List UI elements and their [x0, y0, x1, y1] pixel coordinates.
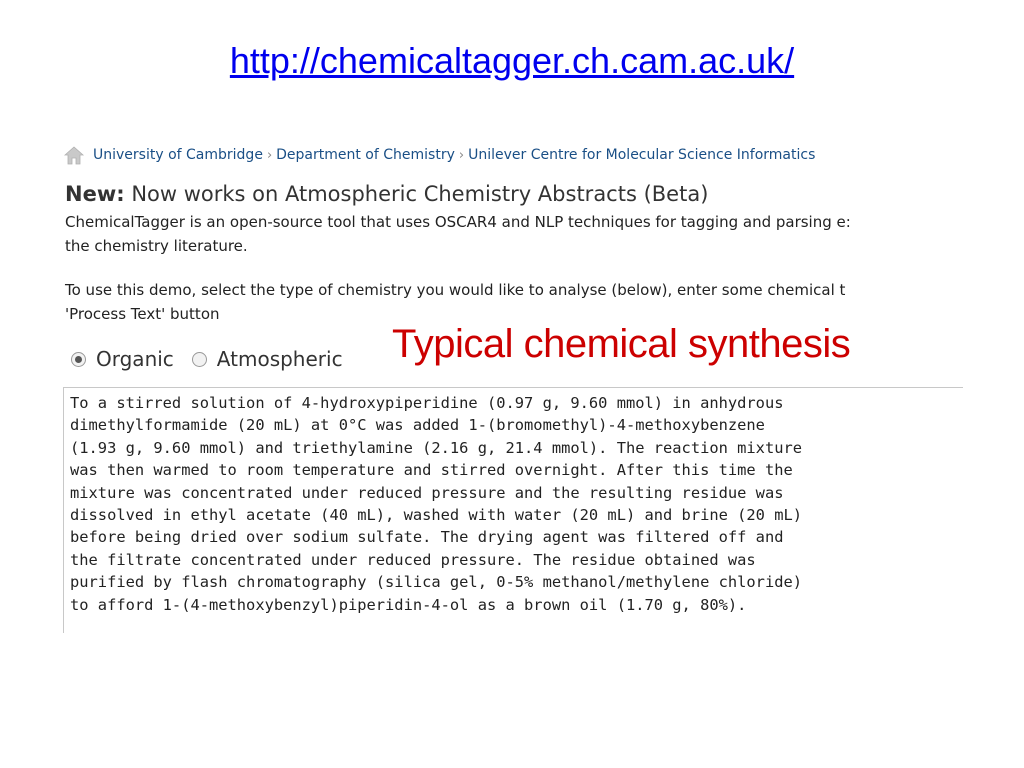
breadcrumb-item-unilever-centre[interactable]: Unilever Centre for Molecular Science Informatics: [468, 147, 816, 163]
slide-url-link[interactable]: http://chemicaltagger.ch.cam.ac.uk/: [229, 40, 795, 81]
intro-line-2: the chemistry literature.: [65, 237, 248, 255]
intro-line-1: ChemicalTagger is an open-source tool that uses OSCAR4 and NLP techniques for tagging and parsing e:: [65, 213, 851, 231]
breadcrumb-item-university[interactable]: University of Cambridge: [93, 147, 263, 163]
chemistry-type-selector: [71, 342, 361, 376]
intro-paragraph: [65, 210, 851, 258]
chevron-right-icon: ›: [266, 147, 273, 163]
page-headline: [65, 182, 708, 206]
slide-overlay-title: Typical chemical synthesis: [392, 322, 851, 366]
radio-atmospheric[interactable]: [192, 352, 207, 367]
instructions-paragraph: [65, 278, 845, 326]
breadcrumb-item-department[interactable]: Department of Chemistry: [276, 147, 455, 163]
radio-organic[interactable]: [71, 352, 86, 367]
radio-label-atmospheric[interactable]: Atmospheric: [216, 347, 343, 371]
radio-label-organic[interactable]: Organic: [96, 347, 174, 371]
instructions-line-2: 'Process Text' button: [65, 305, 220, 323]
chemistry-text-input[interactable]: To a stirred solution of 4-hydroxypiperidine (0.97 g, 9.60 mmol) in anhydrous dimethylformamide (20 mL) at 0°C was added 1-(bromomethyl)-4-methoxybenzene (1.93 g, 9.60 mmol) and triethylamine (2.16 g, 21.4 mmol). The reaction mixture was then warmed to room temperature and stirred overnight. After this time the mixture was concentrated under reduced pressure and the resulting residue was dissolved in ethyl acetate (40 mL), washed with water (20 mL) and brine (20 mL) before being dried over sodium sulfate. The drying agent was filtered off and the filtrate concentrated under reduced pressure. The residue obtained was purified by flash chromatography (silica gel, 0-5% methanol/methylene chloride) to afford 1-(4-methoxybenzyl)piperidin-4-ol as a brown oil (1.70 g, 80%).: [63, 387, 963, 633]
new-label: New:: [65, 182, 125, 206]
home-icon[interactable]: [63, 144, 85, 166]
breadcrumb: [63, 142, 815, 168]
headline-text: Now works on Atmospheric Chemistry Abstracts (Beta): [131, 182, 709, 206]
embedded-screenshot: [63, 138, 963, 633]
chevron-right-icon: ›: [458, 147, 465, 163]
instructions-line-1: To use this demo, select the type of chemistry you would like to analyse (below), enter some chemical t: [65, 281, 846, 299]
